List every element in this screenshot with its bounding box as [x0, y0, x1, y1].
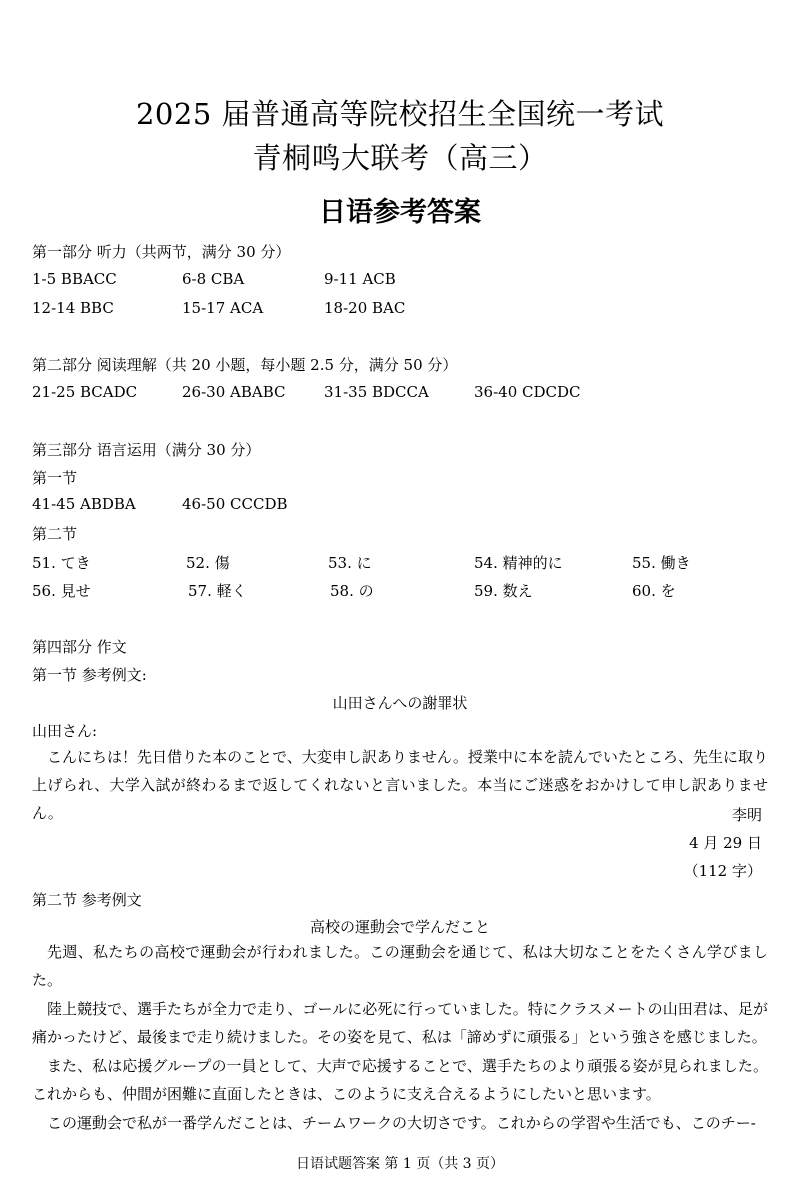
answer-group: 1-5 BBACC: [32, 270, 117, 288]
part3-heading: 第三部分 语言运用（满分 30 分）: [32, 441, 261, 459]
exam-subtitle: 青桐鸣大联考（高三）: [252, 141, 548, 175]
part4-heading: 第四部分 作文: [32, 638, 127, 656]
answer-group: 6-8 CBA: [182, 270, 245, 288]
section-label: 第一节: [32, 469, 78, 487]
essay1-body: こんにちは！先日借りた本のことで、大変申し訳ありません。授業中に本を読んでいたところ、先生に取り上げられ、大学入試が終わるまで返してくれないと言いました。本当にご迷惑をおかけして申し訳ありません。: [32, 748, 768, 822]
answer-group: 26-30 ABABC: [182, 383, 286, 401]
essay1-date: 4 月 29 日: [689, 834, 762, 852]
answer-group: 41-45 ABDBA: [32, 495, 136, 513]
answer-item: 51. てき: [32, 554, 91, 572]
page-footer: 日语试题答案 第 1 页（共 3 页）: [295, 1156, 505, 1172]
essay2-paragraph: 陸上競技で、選手たちが全力で走り、ゴールに必死に行っていました。特にクラスメートの山田君は、足が痛かったけど、最後まで走り続けました。その姿を見て、私は「諦めずに頑張る」という強さを感じました。: [32, 1000, 768, 1046]
answer-item: 56. 見せ: [32, 582, 91, 600]
section-label: 第一节 参考例文:: [32, 666, 147, 684]
answer-item: 57. 軽く: [188, 582, 247, 600]
answer-item: 60. を: [632, 582, 676, 600]
essay2-paragraph: 先週、私たちの高校で運動会が行われました。この運動会を通じて、私は大切なことをたくさん学びました。: [32, 943, 768, 989]
document-title: 日语参考答案: [319, 197, 481, 228]
answer-group: 46-50 CCCDB: [182, 495, 288, 513]
essay1-word-count: （112 字）: [683, 862, 762, 880]
section-label: 第二节: [32, 525, 78, 543]
answer-group: 12-14 BBC: [32, 299, 114, 317]
answer-group: 36-40 CDCDC: [474, 383, 581, 401]
part1-heading: 第一部分 听力（共两节，满分 30 分）: [32, 243, 291, 261]
answer-item: 53. に: [328, 554, 372, 572]
answer-group: 18-20 BAC: [324, 299, 406, 317]
essay1-greeting: 山田さん:: [32, 722, 98, 740]
answer-item: 55. 働き: [632, 554, 691, 572]
answer-group: 31-35 BDCCA: [324, 383, 429, 401]
essay2-paragraph: また、私は応援グループの一員として、大声で応援することで、選手たちのより頑張る姿が見られました。これからも、仲間が困難に直面したときは、このように支え合えるようにしたいと思います。: [32, 1057, 768, 1103]
answer-group: 9-11 ACB: [324, 270, 396, 288]
section-label: 第二节 参考例文: [32, 891, 142, 909]
essay2-title: 高校の運動会で学んだこと: [309, 918, 490, 936]
answer-item: 54. 精神的に: [474, 554, 563, 572]
answer-group: 21-25 BCADC: [32, 383, 138, 401]
answer-item: 59. 数え: [474, 582, 533, 600]
answer-item: 58. の: [330, 582, 374, 600]
exam-title: 2025 届普通高等院校招生全国统一考试: [135, 97, 665, 131]
essay1-title: 山田さんへの謝罪状: [332, 694, 468, 712]
answer-group: 15-17 ACA: [182, 299, 264, 317]
part2-heading: 第二部分 阅读理解（共 20 小题，每小题 2.5 分，满分 50 分）: [32, 356, 458, 374]
essay2-paragraph: この運動会で私が一番学んだことは、チームワークの大切さです。これからの学習や生活でも、このチー-: [47, 1114, 756, 1132]
answer-item: 52. 傷: [186, 554, 230, 572]
essay1-signature: 李明: [731, 806, 762, 824]
